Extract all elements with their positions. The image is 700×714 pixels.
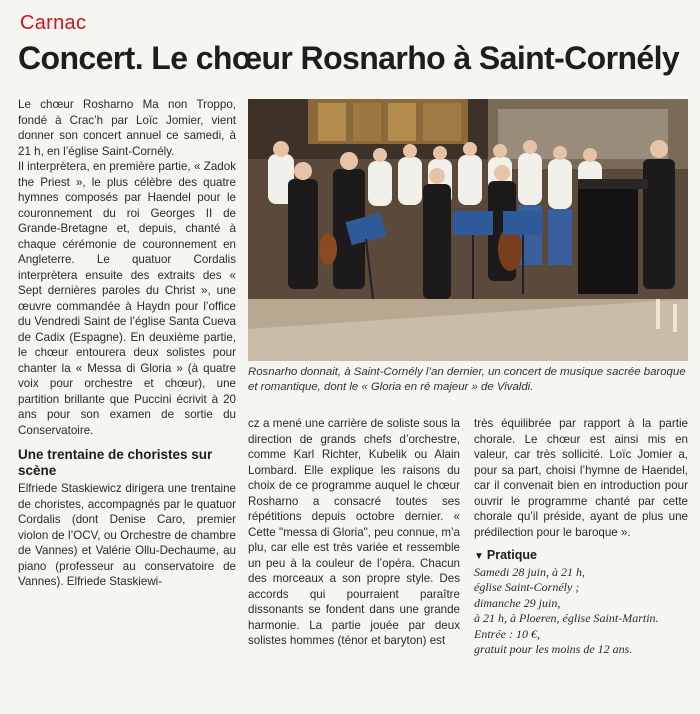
article-headline: Concert. Le chœur Rosnarho à Saint-Cornély xyxy=(18,40,680,76)
paragraph-director: cz a mené une carrière de soliste sous la direction de grands chefs d’orchestre, comme Karl Richter, Kubelik ou Alain Lombard. Elle explique les raisons du choix de ce programme auquel le chœur Rosharno a consacré toutes ses répétitions depuis octobre dernier. « Cette "messa di Gloria", peu connue, m’a plu, car elle est très variée et ressemble un peu à la couleur de l’opéra. Chacun des morceaux a son propre style. Des accords qui pourraient paraître dissonants se fondent dans une grande harmonie. La partie jouée par deux solistes hommes (ténor et baryton) est xyxy=(248,417,460,647)
paragraph-program: Il interprètera, en première partie, « Zadok the Priest », le plus célèbre des quatre hymnes composés par Haendel pour le couronnement du roi Georges II de Grande-Bretagne et, depuis, chanté à chaque cérémonie de couronnement en Angleterre. Le quatuor Cordalis interprètera ensuite des extraits des « Sept dernières paroles du Christ », une œuvre commandée à Haydn pour l’office du Vendredi Saint de l’église Santa Cueva de Cadix (Espagne). En deuxième partie, le chœur entourera deux solistes pour chanter la « Messa di Gloria » (à quatre voix pour orchestre et chœur), une partition brillante que Puccini écrivit à 20 ans pour son examen de sortie du Conservatoire. xyxy=(18,160,236,437)
concert-photo xyxy=(248,99,688,361)
practical-info-line: dimanche 29 juin, xyxy=(474,595,561,610)
paragraph-choir: Elfriede Staskiewicz dirigera une trentaine de choristes, accompagnés par le quatuor Cordalis (dont Denise Caro, premier violon de l’OCV, ou Orchestre de chambre de Vannes) et Valérie Ollu-Dechaume, au piano (professeur au conservatoire de Vannes). Elfriede Staskiewi- xyxy=(18,482,236,588)
triangle-down-icon: ▼ xyxy=(474,551,484,562)
photo-caption: Rosnarho donnait, à Saint-Cornély l’an dernier, un concert de musique sacrée baroque et romantique, dont le « Gloria en ré majeur » de Vivaldi. xyxy=(248,366,686,393)
practical-info-line: église Saint-Cornély ; xyxy=(474,580,580,594)
section-rubric: Carnac xyxy=(20,12,87,34)
practical-info-label: Pratique xyxy=(486,548,537,562)
practical-info-line: à 21 h, à Ploeren, église Saint-Martin. xyxy=(474,611,659,625)
practical-info-line: Samedi 28 juin, à 21 h, xyxy=(474,564,585,579)
subheading: Une trentaine de choristes sur scène xyxy=(18,447,213,478)
column-1 xyxy=(18,97,236,590)
column-2 xyxy=(248,416,460,649)
practical-info-line: Entrée : 10 €, xyxy=(474,626,540,641)
practical-info-heading xyxy=(474,548,688,565)
choir-concert-illustration xyxy=(248,99,688,361)
paragraph-intro: Le chœur Rosharno Ma non Troppo, fondé à Crac’h par Loïc Jomier, vient donner son concert annuel ce samedi, à 21 h, en l’église Saint-Cornély. xyxy=(18,98,236,158)
paragraph-balance: très équilibrée par rapport à la partie chorale. Le chœur est ainsi mis en valeur, car très sollicité. Loïc Jomier a, pour sa part, choisi l’hymne de Haendel, car il convenait bien en introduction pour ouvrir le programme chanté par cette chorale qu’il préside, ayant de plus une prédilection pour le baroque ». xyxy=(474,417,688,539)
column-3 xyxy=(474,416,688,658)
practical-info-line: gratuit pour les moins de 12 ans. xyxy=(474,642,633,656)
